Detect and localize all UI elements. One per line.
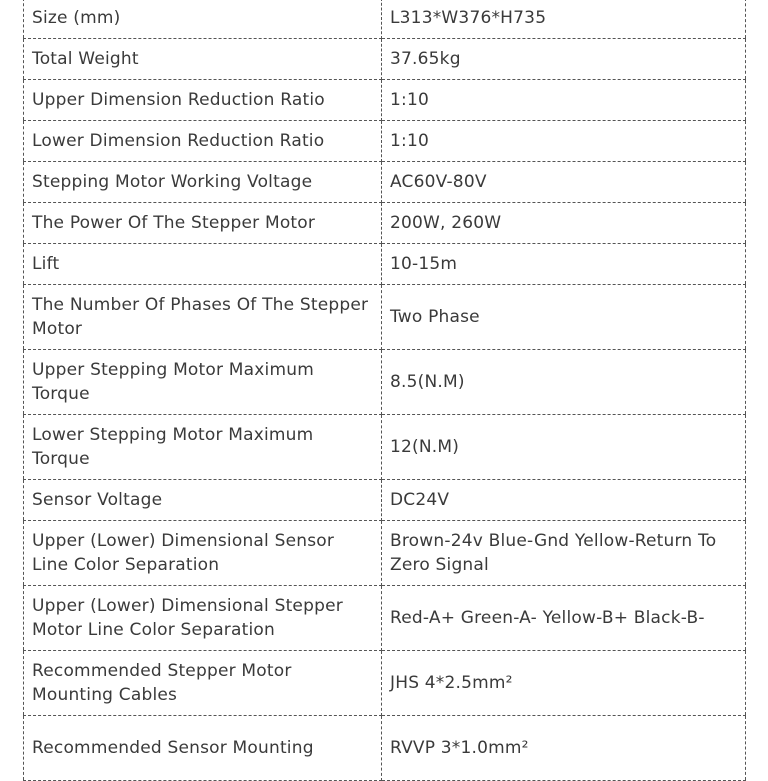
- spec-value: Red-A+ Green-A- Yellow-B+ Black-B-: [382, 586, 746, 651]
- table-row: [24, 716, 746, 781]
- spec-label: Upper Stepping Motor Maximum Torque: [24, 350, 382, 415]
- table-row: [24, 244, 746, 285]
- table-row: [24, 521, 746, 586]
- spec-value: Two Phase: [382, 285, 746, 350]
- table-row: [24, 586, 746, 651]
- spec-value: L313*W376*H735: [382, 0, 746, 39]
- spec-value: AC60V-80V: [382, 162, 746, 203]
- spec-value: 12(N.M): [382, 415, 746, 480]
- table-row: [24, 162, 746, 203]
- spec-label: Lower Dimension Reduction Ratio: [24, 121, 382, 162]
- spec-value: JHS 4*2.5mm²: [382, 651, 746, 716]
- spec-label: Lower Stepping Motor Maximum Torque: [24, 415, 382, 480]
- spec-value: 10-15m: [382, 244, 746, 285]
- spec-value: DC24V: [382, 480, 746, 521]
- table-row: [24, 651, 746, 716]
- spec-value: 8.5(N.M): [382, 350, 746, 415]
- table-row: [24, 0, 746, 39]
- spec-label: Size (mm): [24, 0, 382, 39]
- spec-label: The Power Of The Stepper Motor: [24, 203, 382, 244]
- table-row: [24, 415, 746, 480]
- spec-label: Upper (Lower) Dimensional Stepper Motor Line Color Separation: [24, 586, 382, 651]
- spec-value: 1:10: [382, 121, 746, 162]
- spec-label: Total Weight: [24, 39, 382, 80]
- spec-value: 200W, 260W: [382, 203, 746, 244]
- table-row: [24, 285, 746, 350]
- spec-label: Stepping Motor Working Voltage: [24, 162, 382, 203]
- spec-label: Recommended Stepper Motor Mounting Cables: [24, 651, 382, 716]
- table-row: [24, 39, 746, 80]
- spec-label: Upper (Lower) Dimensional Sensor Line Color Separation: [24, 521, 382, 586]
- spec-label: Lift: [24, 244, 382, 285]
- table-row: [24, 80, 746, 121]
- spec-label: Recommended Sensor Mounting: [24, 716, 382, 781]
- table-row: [24, 203, 746, 244]
- spec-value: 1:10: [382, 80, 746, 121]
- spec-value: Brown-24v Blue-Gnd Yellow-Return To Zero Signal: [382, 521, 746, 586]
- spec-label: Sensor Voltage: [24, 480, 382, 521]
- spec-table: [23, 0, 746, 781]
- table-row: [24, 480, 746, 521]
- spec-value: RVVP 3*1.0mm²: [382, 716, 746, 781]
- table-row: [24, 350, 746, 415]
- spec-label: The Number Of Phases Of The Stepper Motor: [24, 285, 382, 350]
- spec-value: 37.65kg: [382, 39, 746, 80]
- table-row: [24, 121, 746, 162]
- spec-label: Upper Dimension Reduction Ratio: [24, 80, 382, 121]
